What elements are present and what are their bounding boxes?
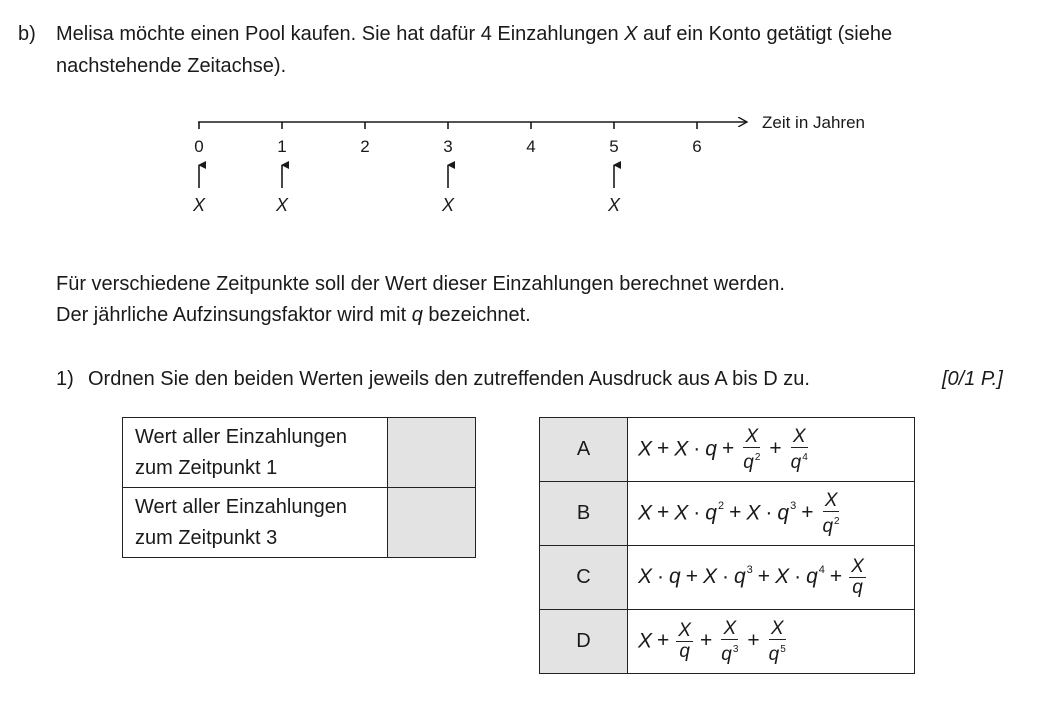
intro-variable: X	[624, 23, 638, 45]
label-line: Wert aller Einzahlungen	[135, 425, 347, 448]
body-line-2	[56, 301, 531, 329]
question-number: 1)	[56, 368, 74, 390]
table-row	[540, 610, 915, 674]
timeline-diagram	[180, 105, 900, 220]
table-row	[123, 488, 476, 558]
label-line: zum Zeitpunkt 1	[135, 456, 278, 479]
expression-d: X + $\frac{X}{q}$ + $\frac{X}{q^3}$ + $\frac{X}{q^5}$	[628, 610, 915, 674]
question-points: [0/1 P.]	[942, 368, 1003, 390]
task-label: b)	[18, 23, 36, 45]
label-line: Wert aller Einzahlungen	[135, 495, 347, 518]
tick-group	[194, 122, 701, 156]
payment-label: X	[607, 195, 621, 215]
value-table	[122, 417, 476, 558]
axis-label: Zeit in Jahren	[762, 113, 865, 132]
label-line: zum Zeitpunkt 3	[135, 526, 278, 549]
payment-group	[192, 165, 621, 215]
tick-label: 1	[277, 137, 287, 156]
answer-box-2[interactable]	[388, 488, 476, 558]
table-row	[540, 546, 915, 610]
payment-label: X	[192, 195, 206, 215]
body-text-a: Der jährliche Aufzinsungsfaktor wird mit	[56, 304, 412, 326]
option-letter-b: B	[540, 482, 628, 546]
intro-line-2: nachstehende Zeitachse).	[56, 55, 287, 77]
intro-text-b: auf ein Konto getätigt (siehe	[637, 23, 893, 45]
value-label-2	[123, 488, 388, 558]
option-letter-c: C	[540, 546, 628, 610]
table-row	[540, 418, 915, 482]
intro-text-a: Melisa möchte einen Pool kaufen. Sie hat dafür 4 Einzahlungen	[56, 23, 625, 45]
value-label-1	[123, 418, 388, 488]
expression-a: X + X · q + $\frac{X}{q^2}$ + $\frac{X}{q^4}$	[628, 418, 915, 482]
tick-label: 4	[526, 137, 536, 156]
tick-label: 3	[443, 137, 453, 156]
expression-c: $X \cdot q + X \cdot q^3 + X \cdot q^4$ + $\frac{X}{q}$	[628, 546, 915, 610]
option-letter-a: A	[540, 418, 628, 482]
expression-b: $X + X \cdot q^2 + X \cdot q^3$ + $\frac{X}{q^2}$	[628, 482, 915, 546]
answer-box-1[interactable]	[388, 418, 476, 488]
option-letter-d: D	[540, 610, 628, 674]
expression-table	[539, 417, 915, 674]
question-text: Ordnen Sie den beiden Werten jeweils den zutreffenden Ausdruck aus A bis D zu.	[88, 368, 810, 390]
body-text-b: bezeichnet.	[422, 304, 531, 326]
intro-line-1	[56, 20, 892, 48]
table-row	[540, 482, 915, 546]
payment-label: X	[441, 195, 455, 215]
tick-label: 6	[692, 137, 702, 156]
body-variable: q	[411, 304, 423, 326]
tick-label: 2	[360, 137, 370, 156]
body-line-1: Für verschiedene Zeitpunkte soll der Wert dieser Einzahlungen berechnet werden.	[56, 273, 785, 295]
table-row	[123, 418, 476, 488]
tick-label: 0	[194, 137, 204, 156]
tick-label: 5	[609, 137, 619, 156]
payment-label: X	[275, 195, 289, 215]
